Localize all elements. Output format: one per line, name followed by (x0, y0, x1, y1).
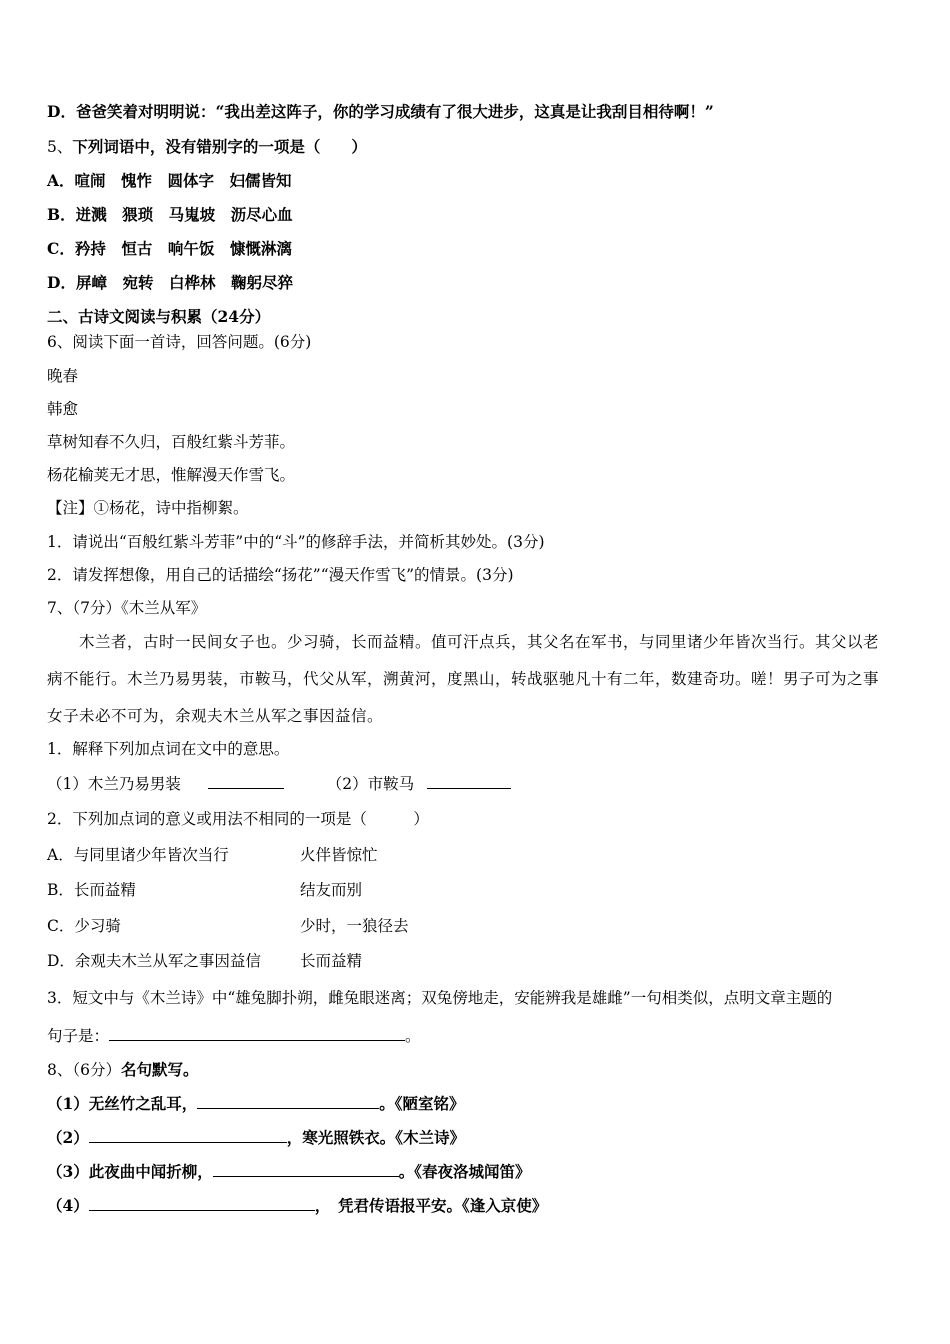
q7-sub2-option-a (47, 845, 378, 865)
q7-sub1: 1．解释下列加点词在文中的意思。 (47, 740, 290, 758)
item-pre: （4） (47, 1196, 89, 1215)
q7-sub2-option-d (47, 951, 363, 971)
q7-sub1-items (47, 773, 511, 794)
option-right: 少时，一狼径去 (300, 917, 409, 935)
section2-title: 二、古诗文阅读与积累（24分） (47, 307, 271, 326)
q8-item3 (47, 1161, 531, 1182)
option-right: 结友而别 (300, 881, 363, 899)
answer-blank[interactable] (109, 1025, 405, 1041)
item-pre: （2） (47, 1128, 89, 1147)
item-pre: （1）无丝竹之乱耳， (47, 1094, 198, 1113)
q5-option-b: B．迸溅 猥琐 马嵬坡 沥尽心血 (47, 205, 293, 224)
answer-blank[interactable] (208, 773, 284, 789)
q7-sub3-line1: 3．短文中与《木兰诗》中“雄兔脚扑朔，雌兔眼迷离；双兔傍地走，安能辨我是雄雌”一句相类似，点明文章主题的 (47, 989, 833, 1007)
q6-sub1: 1．请说出“百般红紫斗芳菲”中的“斗”的修辞手法，并简析其妙处。(3分) (47, 533, 545, 551)
q8-item1 (47, 1093, 465, 1114)
option-right: 长而益精 (300, 952, 363, 970)
q6-poem-line2: 杨花榆荚无才思，惟解漫天作雪飞。 (47, 466, 296, 484)
q5-number: 5、 (47, 138, 73, 156)
item-post: ， 凭君传语报平安。《逢入京使》 (314, 1196, 548, 1215)
q8-stem (47, 1060, 199, 1080)
q7-sub3-line2 (47, 1025, 421, 1046)
answer-blank[interactable] (89, 1195, 315, 1211)
answer-blank[interactable] (213, 1161, 399, 1177)
q5-option-a: A．喧闹 愧怍 圆体字 妇儒皆知 (47, 171, 292, 190)
answer-blank[interactable] (197, 1093, 379, 1109)
q7-sub2-option-b (47, 880, 363, 900)
q8-text: 名句默写。 (120, 1060, 199, 1079)
q5-option-c: C．矜持 恒古 响午饭 慷慨淋漓 (47, 239, 292, 258)
q6-note: 【注】①杨花，诗中指柳絮。 (47, 499, 249, 517)
q5-text: 下列词语中，没有错别字的一项是（ ） (72, 137, 367, 156)
q6-stem: 6、阅读下面一首诗，回答问题。(6分) (47, 333, 312, 351)
option-left: A．与同里诸少年皆次当行 (47, 846, 229, 864)
item-pre: （3）此夜曲中闻折柳， (47, 1162, 213, 1181)
q5-option-d: D．屏嶂 宛转 白桦林 鞠躬尽猝 (47, 273, 293, 292)
q7-passage-line2: 病不能行。木兰乃易男装，市鞍马，代父从军，溯黄河，度黑山，转战驱驰凡十有二年，数建奇功。嗟！男子可为之事 (47, 670, 880, 688)
q8-item2 (47, 1127, 465, 1148)
item-post: 。《陋室铭》 (379, 1094, 465, 1113)
option-right: 火伴皆惊忙 (300, 846, 378, 864)
q8-item4 (47, 1195, 547, 1216)
q7-sub2: 2．下列加点词的意义或用法不相同的一项是（ ） (47, 810, 429, 828)
q6-poem-line1: 草树知春不久归，百般红紫斗芳菲。 (47, 433, 296, 451)
answer-blank[interactable] (89, 1127, 287, 1143)
q7-sub1-item2: （2）市鞍马 (326, 775, 415, 793)
option-left: C．少习骑 (47, 917, 121, 935)
q7-sub3-suffix: 。 (405, 1027, 421, 1045)
q6-poem-title: 晚春 (47, 367, 79, 385)
item-post: 。《春夜洛城闻笛》 (398, 1162, 531, 1181)
q7-stem: 7、（7分）《木兰从军》 (47, 599, 207, 617)
q7-passage-line3: 女子未必不可为，余观夫木兰从军之事因益信。 (47, 707, 384, 725)
answer-blank[interactable] (427, 773, 511, 789)
q8-number: 8、（6分） (47, 1061, 121, 1079)
q6-sub2: 2．请发挥想像，用自己的话描绘“扬花”“漫天作雪飞”的情景。(3分) (47, 566, 514, 584)
option-left: B．长而益精 (47, 881, 136, 899)
q7-sub1-item1: （1）木兰乃易男装 (47, 775, 181, 793)
q4-option-d: D．爸爸笑着对明明说：“我出差这阵子，你的学习成绩有了很大进步，这真是让我刮目相待啊！” (47, 102, 714, 121)
q7-sub2-option-c (47, 916, 409, 936)
q5-stem (47, 137, 367, 157)
q7-passage-line1: 木兰者，古时一民间女子也。少习骑，长而益精。值可汗点兵，其父名在军书，与同里诸少年皆次当行。其父以老 (47, 633, 880, 651)
q6-poem-author: 韩愈 (47, 400, 79, 418)
option-left: D．余观夫木兰从军之事因益信 (47, 952, 261, 970)
q7-sub3-prefix: 句子是： (47, 1027, 110, 1045)
item-post: ，寒光照铁衣。《木兰诗》 (286, 1128, 466, 1147)
